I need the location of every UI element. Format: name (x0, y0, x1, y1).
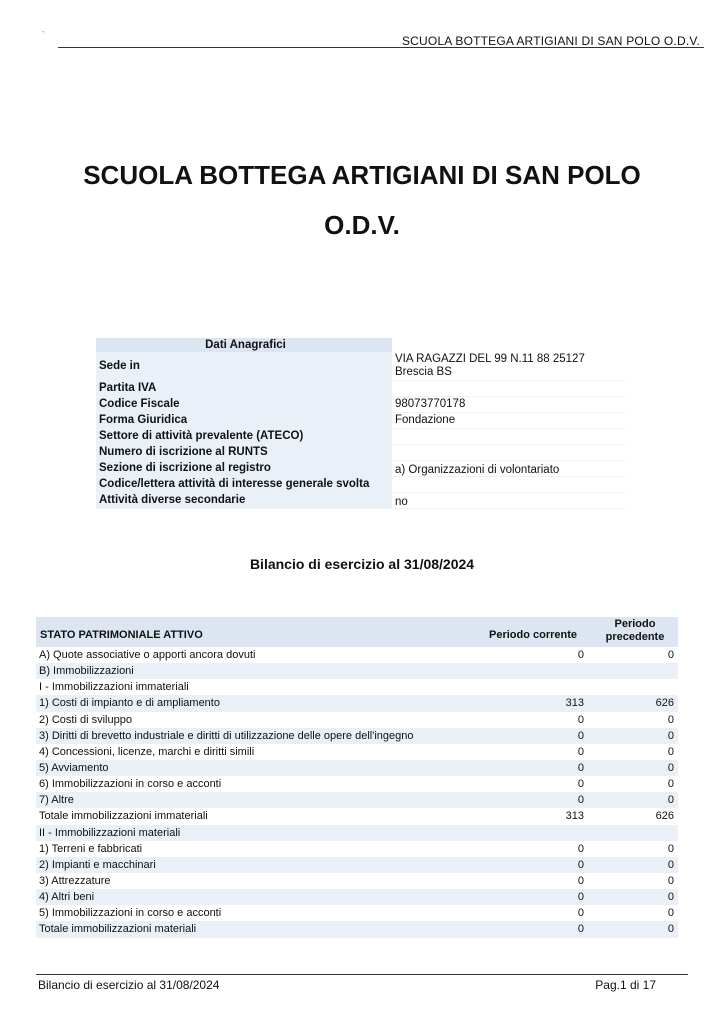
anagrafica-value (392, 429, 626, 444)
anagrafica-label: Attività diverse secondarie (96, 493, 392, 508)
table-row (36, 728, 678, 744)
anagrafica-label: Sezione di iscrizione al registro (96, 461, 392, 476)
anagrafica-label: Forma Giuridica (96, 413, 392, 428)
col-label-header: STATO PATRIMONIALE ATTIVO (40, 629, 203, 641)
row-previous: 0 (667, 761, 674, 774)
row-previous: 0 (667, 713, 674, 726)
table-row (36, 905, 678, 921)
anagrafica-row (96, 397, 626, 413)
row-label: 4) Altri beni (39, 891, 95, 904)
anagrafica-row (96, 413, 626, 429)
row-previous: 0 (667, 858, 674, 871)
table-row (36, 857, 678, 873)
row-current: 0 (577, 745, 584, 758)
table-row (36, 712, 678, 728)
col-previous-line-1: Periodo (614, 618, 656, 630)
row-previous: 0 (667, 907, 674, 920)
anagrafica-row (96, 477, 626, 493)
row-label: 6) Immobilizzazioni in corso e acconti (39, 778, 222, 791)
row-previous: 0 (667, 842, 674, 855)
row-current: 0 (577, 874, 584, 887)
row-current (466, 679, 588, 695)
table-row (36, 695, 678, 711)
scan-mark: ` (42, 30, 45, 40)
row-previous: 0 (667, 794, 674, 807)
row-previous: 0 (667, 649, 674, 661)
title-line-2: O.D.V. (324, 210, 400, 240)
row-previous: 626 (655, 810, 674, 823)
col-current-header: Periodo corrente (488, 629, 578, 641)
row-label: 5) Avviamento (39, 761, 109, 774)
row-previous (588, 825, 678, 841)
anagrafica-row (96, 381, 626, 397)
table-row (36, 873, 678, 889)
table-row (36, 776, 678, 792)
anagrafica-label: Numero di iscrizione al RUNTS (96, 445, 392, 460)
anagrafica-row (96, 352, 626, 381)
row-current: 0 (577, 794, 584, 807)
row-label: 2) Costi di sviluppo (39, 713, 132, 726)
anagrafica-value (392, 381, 626, 396)
row-current: 0 (577, 891, 584, 904)
table-row (36, 808, 678, 824)
row-label: II - Immobilizzazioni materiali (39, 826, 181, 839)
row-previous: 0 (667, 778, 674, 791)
row-label: I - Immobilizzazioni immateriali (39, 681, 189, 694)
row-label: 7) Altre (39, 794, 74, 807)
anagrafica-value (392, 477, 626, 492)
row-current: 0 (577, 649, 584, 661)
anagrafica-label: Codice Fiscale (96, 397, 392, 412)
row-previous: 0 (667, 745, 674, 758)
table-row (36, 889, 678, 905)
anagrafica-row (96, 461, 626, 477)
page-number: Pag.1 di 17 (595, 978, 656, 992)
title-line-1: SCUOLA BOTTEGA ARTIGIANI DI SAN POLO (83, 160, 641, 190)
table-row (36, 663, 678, 679)
document-title (0, 150, 724, 250)
row-label: 1) Terreni e fabbricati (39, 842, 143, 855)
anagrafica-row (96, 493, 626, 509)
footer-left: Bilancio di esercizio al 31/08/2024 (38, 978, 220, 992)
anagrafica-value: 98073770178 (392, 397, 626, 412)
row-label: 5) Immobilizzazioni in corso e acconti (39, 907, 222, 920)
row-current: 0 (577, 907, 584, 920)
table-row (36, 647, 678, 663)
table-row (36, 841, 678, 857)
row-label: Totale immobilizzazioni materiali (39, 923, 197, 936)
header-org: SCUOLA BOTTEGA ARTIGIANI DI SAN POLO O.D.V. (401, 34, 700, 48)
anagrafica-row (96, 429, 626, 445)
col-previous-line-2: precedente (605, 631, 665, 643)
row-label: B) Immobilizzazioni (39, 665, 134, 678)
anagrafica-label: Codice/lettera attività di interesse generale svolta (96, 477, 392, 492)
anagrafica-label: Partita IVA (96, 381, 392, 396)
bilancio-header (36, 617, 678, 647)
row-current: 0 (577, 713, 584, 726)
row-label: Totale immobilizzazioni immateriali (39, 810, 208, 823)
table-row (36, 792, 678, 808)
row-previous: 626 (655, 697, 674, 710)
anagrafica-value: Fondazione (392, 413, 626, 428)
bilancio-table (36, 617, 678, 938)
table-row (36, 921, 678, 937)
anagrafica-header (96, 338, 626, 352)
section-subtitle: Bilancio di esercizio al 31/08/2024 (249, 556, 475, 572)
anagrafica-table (96, 338, 626, 509)
row-current: 0 (577, 842, 584, 855)
table-row (36, 679, 678, 695)
anagrafica-value (392, 445, 626, 460)
row-label: A) Quote associative o apporti ancora dovuti (39, 649, 256, 661)
col-previous-header (592, 618, 678, 647)
anagrafica-label: Settore di attività prevalente (ATECO) (96, 429, 392, 444)
row-current: 313 (565, 810, 584, 823)
anagrafica-value: no (392, 493, 626, 508)
bilancio-body (36, 647, 678, 938)
row-current: 0 (577, 729, 584, 742)
row-current: 0 (577, 778, 584, 791)
anagrafica-value: a) Organizzazioni di volontariato (392, 461, 626, 476)
row-previous (588, 663, 678, 679)
row-current: 0 (577, 858, 584, 871)
footer-rule (36, 974, 688, 975)
row-label: 2) Impianti e macchinari (39, 858, 156, 871)
row-label: 3) Diritti di brevetto industriale e diritti di utilizzazione delle opere dell'ingegno (39, 729, 414, 742)
row-previous: 0 (667, 729, 674, 742)
row-current: 0 (577, 761, 584, 774)
anagrafica-label: Sede in (96, 352, 392, 380)
row-current: 313 (565, 697, 584, 710)
table-row (36, 760, 678, 776)
row-previous: 0 (667, 874, 674, 887)
anagrafica-value: VIA RAGAZZI DEL 99 N.11 88 25127 Brescia BS (392, 352, 626, 380)
row-current (466, 825, 588, 841)
row-label: 4) Concessioni, licenze, marchi e diritti simili (39, 745, 255, 758)
row-previous: 0 (667, 891, 674, 904)
row-label: 1) Costi di impianto e di ampliamento (39, 697, 220, 710)
row-previous (588, 679, 678, 695)
row-current (466, 663, 588, 679)
row-current: 0 (577, 923, 584, 936)
row-label: 3) Attrezzature (39, 874, 111, 887)
table-row (36, 744, 678, 760)
anagrafica-heading: Dati Anagrafici (205, 339, 286, 351)
anagrafica-row (96, 445, 626, 461)
table-row (36, 825, 678, 841)
row-previous: 0 (667, 923, 674, 936)
